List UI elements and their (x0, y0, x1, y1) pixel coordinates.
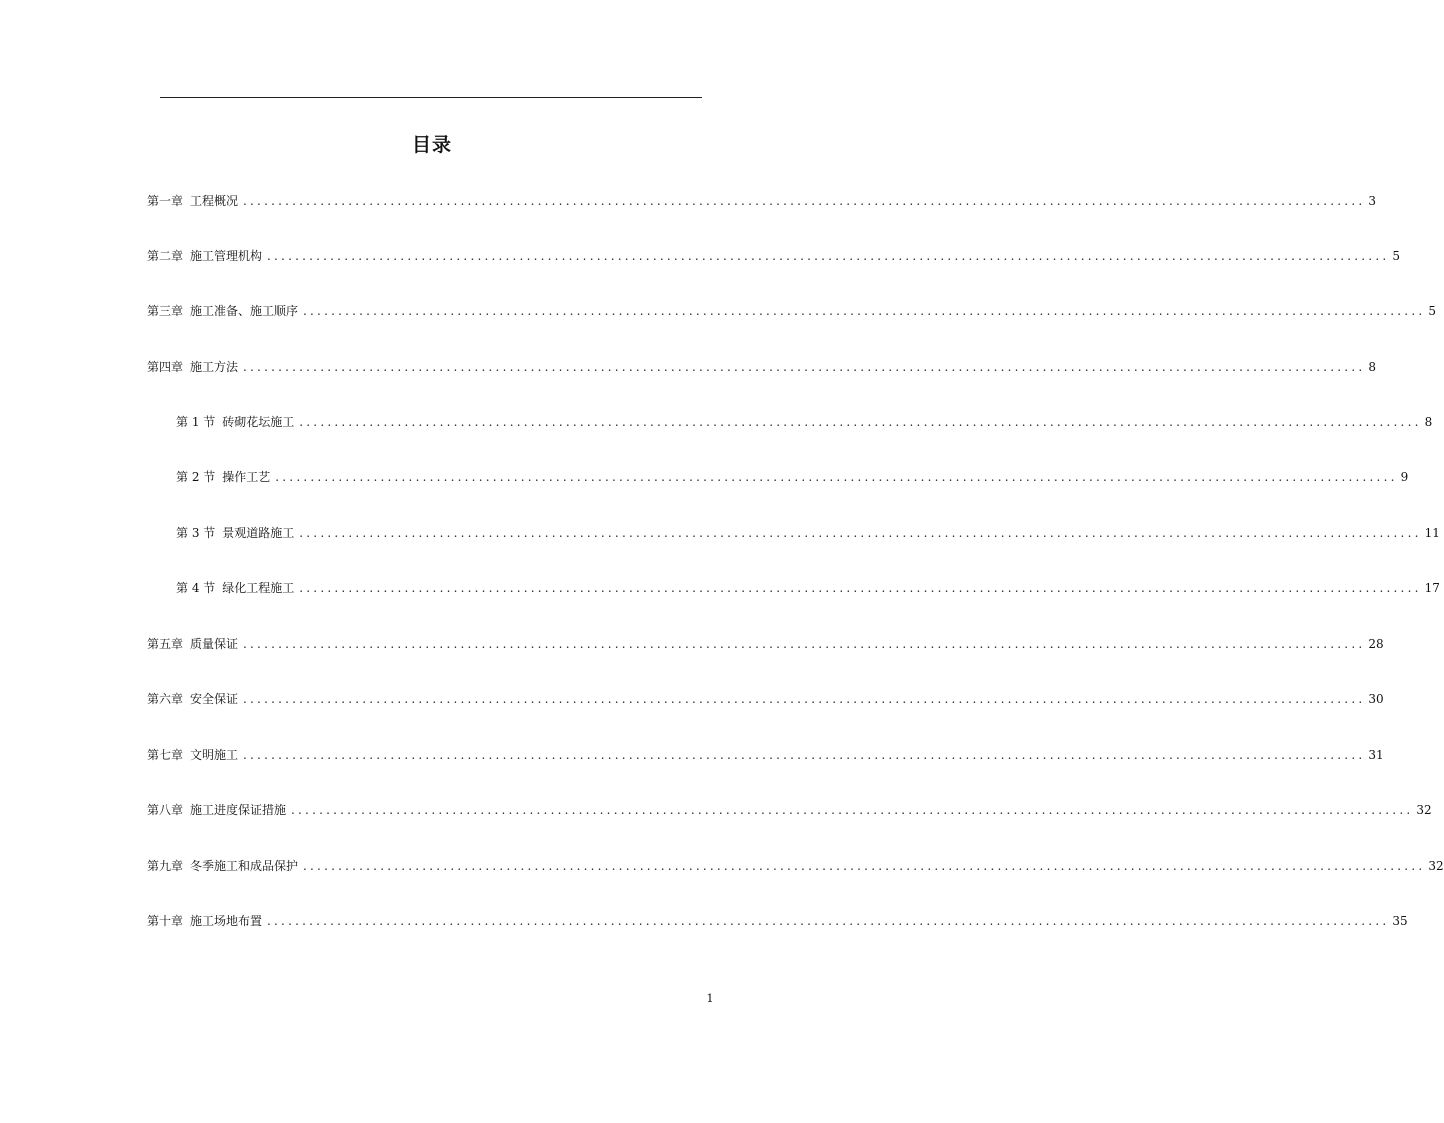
toc-entry[interactable] (147, 248, 1400, 264)
toc-entry-page: 17 (1424, 581, 1440, 595)
toc-entry[interactable] (147, 636, 1384, 652)
toc-entry-page: 9 (1400, 470, 1409, 484)
dot-leader: ................................................................................................................................................................ (291, 803, 1414, 817)
toc-entry-number: 第 4 节 (176, 581, 216, 595)
toc-entry-page: 32 (1416, 803, 1432, 817)
dot-leader: ................................................................................................................................................................ (303, 304, 1426, 318)
toc-entry-label: 质量保证 (190, 637, 239, 651)
dot-leader: ................................................................................................................................................................ (303, 859, 1426, 873)
toc-entry-page: 5 (1428, 304, 1436, 318)
toc-entry-number: 第二章 (147, 249, 184, 263)
toc-entry-page: 8 (1368, 360, 1376, 374)
toc-entry-page: 31 (1368, 748, 1384, 762)
toc-entry[interactable] (147, 747, 1384, 763)
toc-entry[interactable] (147, 858, 1444, 874)
toc-entry-number: 第六章 (147, 692, 184, 706)
dot-leader: ................................................................................................................................................................ (243, 748, 1366, 762)
toc-entry[interactable] (176, 580, 1440, 596)
dot-leader: ................................................................................................................................................................ (243, 194, 1366, 208)
dot-leader: ................................................................................................................................................................ (243, 360, 1366, 374)
toc-entry-page: 11 (1424, 526, 1440, 540)
toc-entry[interactable] (147, 691, 1384, 707)
toc-entry[interactable] (147, 359, 1376, 375)
toc-entry[interactable] (176, 469, 1409, 485)
toc-entry-page: 3 (1368, 194, 1376, 208)
dot-leader: ................................................................................................................................................................ (299, 526, 1422, 540)
toc-entry-label: 绿化工程施工 (222, 581, 295, 595)
dot-leader: ................................................................................................................................................................ (299, 581, 1422, 595)
toc-entry-number: 第一章 (147, 194, 184, 208)
toc-entry[interactable] (147, 913, 1408, 929)
toc-entry-label: 施工管理机构 (190, 249, 263, 263)
toc-entry-page: 8 (1424, 415, 1433, 429)
toc-entry-number: 第五章 (147, 637, 184, 651)
toc-entry-number: 第十章 (147, 914, 184, 928)
toc-entry-label: 景观道路施工 (222, 526, 295, 540)
toc-title: 目录 (411, 134, 452, 156)
toc-entry-page: 28 (1368, 637, 1384, 651)
toc-entry-page: 32 (1428, 859, 1444, 873)
toc-entry-number: 第 2 节 (176, 470, 216, 484)
toc-entry-label: 操作工艺 (222, 470, 271, 484)
dot-leader: ................................................................................................................................................................ (243, 692, 1366, 706)
toc-entry-number: 第八章 (147, 803, 184, 817)
toc-entry[interactable] (147, 802, 1432, 818)
toc-entry-label: 文明施工 (190, 748, 239, 762)
dot-leader: ................................................................................................................................................................ (275, 470, 1398, 484)
toc-entry-number: 第四章 (147, 360, 184, 374)
toc-entry-label: 施工场地布置 (190, 914, 263, 928)
dot-leader: ................................................................................................................................................................ (267, 914, 1390, 928)
toc-entry-label: 施工方法 (190, 360, 239, 374)
toc-entry-label: 安全保证 (190, 692, 239, 706)
toc-entry-number: 第三章 (147, 304, 184, 318)
toc-entry[interactable] (147, 303, 1436, 319)
toc-entry-page: 35 (1392, 914, 1408, 928)
toc-entry-label: 施工进度保证措施 (190, 803, 287, 817)
dot-leader: ................................................................................................................................................................ (243, 637, 1366, 651)
toc-entry-label: 工程概况 (190, 194, 239, 208)
toc-entry[interactable] (176, 525, 1440, 541)
toc-entry-label: 砖砌花坛施工 (222, 415, 295, 429)
page-number: 1 (706, 992, 714, 1005)
toc-entry[interactable] (147, 193, 1376, 209)
toc-entry-number: 第 3 节 (176, 526, 216, 540)
toc-entry-page: 30 (1368, 692, 1384, 706)
toc-entry-page: 5 (1392, 249, 1400, 263)
toc-entry-number: 第 1 节 (176, 415, 216, 429)
toc-entry-label: 施工准备、施工顺序 (190, 304, 299, 318)
toc-entry-number: 第九章 (147, 859, 184, 873)
toc-entry[interactable] (176, 414, 1433, 430)
dot-leader: ................................................................................................................................................................ (299, 415, 1422, 429)
dot-leader: ................................................................................................................................................................ (267, 249, 1390, 263)
toc-entry-number: 第七章 (147, 748, 184, 762)
toc-entry-label: 冬季施工和成品保护 (190, 859, 299, 873)
